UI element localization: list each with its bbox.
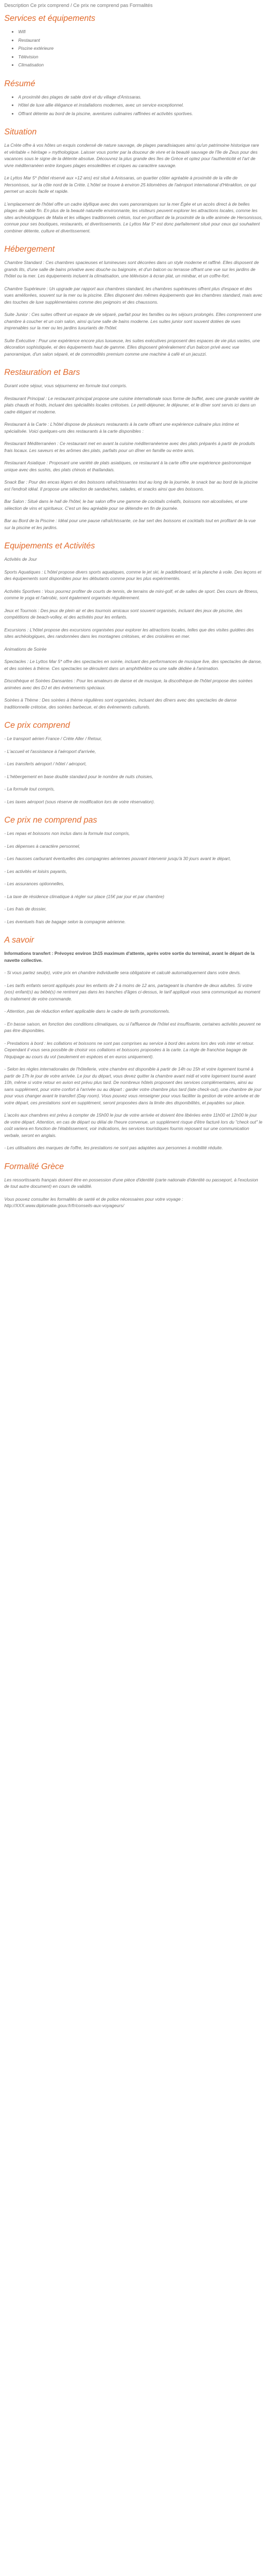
paragraph: Vous pouvez consulter les formalités de santé et de police nécessaires pour votre voyage : http://XXX.www.diplomatie.gouv.fr/fr/conseils-aux-voyageurs/ bbox=[4, 1196, 183, 1208]
paragraph: Les ressortissants français doivent être en possession d'une pièce d'identité (carte nationale d'identité ou passeport, à l'exclusion de tout autre document) en cours de validité. bbox=[4, 1177, 258, 1189]
paragraph: Soirées à Thème : Des soirées à thème régulières sont organisées, incluant des dîners avec des spectacles de danse traditionnelle crétoise, des soirées barbecue, et des événements culturels. bbox=[4, 697, 237, 710]
paragraph: Snack Bar : Pour des encas légers et des boissons rafraîchissantes tout au long de la journée, le snack bar au bord de la piscine est l'endroit idéal. Il propose une sélection de sandwiches, salades, et snacks ainsi que des boissons. bbox=[4, 479, 258, 492]
paragraph: - Les transferts aéroport / hôtel / aéroport, bbox=[4, 761, 87, 766]
paragraph: Restaurant Principal : Le restaurant principal propose une cuisine internationale sous forme de buffet, avec une grande variété de plats chauds et froids, incluant des spécialités locales crétoises. Le petit-déjeuner, le déjeuner, et le dîner sont servis ici dans un cadre élégant et moderne. bbox=[4, 395, 259, 415]
paragraph: Restaurant Asiatique : Proposant une variété de plats asiatiques, ce restaurant à la carte offre une expérience gastronomique unique avec des sushis, des plats chinois et thaïlandais. bbox=[4, 460, 251, 472]
paragraph: - En basse saison, en fonction des conditions climatiques, ou si l'affluence de l'hôtel est insuffisante, certaines activités peuvent ne pas être disponibles. bbox=[4, 1021, 261, 1033]
paragraph: L'emplacement de l'hôtel offre un cadre idyllique avec des vues panoramiques sur la mer Égée et un accès direct à de belles plages de sable fin. En plus de la beauté naturelle environnante, les visiteurs peuvent explorer les attractions locales, comme les sites archéologiques de Malia et les villages traditionnels crétois, tout en profitant de la proximité de la ville animée de Hersonissos, connue pour ses boutiques, restaurants, et divertissements. Le Lyttos Mar 5* est donc parfaitement situé pour ceux qui souhaitent combiner détente, culture et divertissement. bbox=[4, 201, 263, 234]
paragraph: La Crète offre à vos hôtes un exquis condensé de nature sauvage, de plages paradisiaques ainsi qu'un patrimoine historique rare et véritable « héritage » mythologique. Laisser vous porter par la douceur de vivre et la beauté sauvage de l'île de Zeus pour des vacances sous le signe de la détente absolue. Découvrez la plus grande des îles de Grèce et optez pour l'authenticité et l'art de vivre méditerranéen entre longues plages ensoleillées et criques au caractère sauvage. bbox=[4, 142, 259, 168]
paragraph: Bar Salon : Situé dans le hall de l'hôtel, le bar salon offre une gamme de cocktails créatifs, boissons non alcoolisées, et une sélection de vins et spiritueux. C'est un lieu agréable pour se détendre en fin de journée. bbox=[4, 499, 248, 511]
paragraph: Chambre Supérieure : Un upgrade par rapport aux chambres standard, les chambres supérieures offrent plus d'espace et des vues améliorées, souvent sur la mer ou la piscine. Elles disposent des mêmes équipements que les chambres standard, mais avec des touches de luxe supplémentaires comme des peignoirs et des chaussons. bbox=[4, 285, 263, 305]
paragraph: Activités de Jour bbox=[4, 556, 37, 562]
paragraph: - Si vous partez seul(e), votre prix en chambre individuelle sera obligatoire et calculé automatiquement dans votre devis. bbox=[4, 970, 241, 975]
paragraph: Restaurant à la Carte : L'hôtel dispose de plusieurs restaurants à la carte offrant une expérience culinaire plus intime et spécialisée. Voici quelques-uns des restaurants à la carte disponibles : bbox=[4, 421, 239, 434]
paragraph: Durant votre séjour, vous séjournerez en formule tout compris. bbox=[4, 383, 128, 388]
list-item: • Climatisation bbox=[18, 62, 263, 69]
paragraph: - Le transport aérien France / Crète Aller / Retour, bbox=[4, 736, 102, 741]
savoir-title: A savoir bbox=[4, 936, 34, 945]
paragraph: Sports Aquatiques : L'hôtel propose divers sports aquatiques, comme le jet ski, le paddleboard, et la planche à voile. Des leçons et des équipements sont disponibles pour les débutants comme pour les plus expérimentés. bbox=[4, 569, 262, 581]
paragraph: Spectacles : Le Lyttos Mar 5* offre des spectacles en soirée, incluant des performances de musique live, des spectacles de danse, et des soirées à thème. Ces spectacles se déroulent dans un amphithéâtre ou une salle dédiée à l'animation. bbox=[4, 659, 262, 671]
resume-list bbox=[4, 94, 263, 117]
paragraph: - Prestations à bord : les collations et boissons ne sont pas comprises au service à bord des avions lors des vols inter et retour. Cependant il vous sera possible de choisir vos collations et boissons proposées à la carte. La règle de franchise bagage de l'équipage au cours du vol (seulement en espèces et en euros uniquement). bbox=[4, 1040, 255, 1059]
paragraph: - La formule tout compris, bbox=[4, 786, 55, 792]
paragraph: - Les éventuels frais de bagage selon la compagnie aérienne. bbox=[4, 918, 126, 924]
paragraph: - Les frais de dossier, bbox=[4, 906, 47, 912]
paragraph: Bar au Bord de la Piscine : Idéal pour une pause rafraîchissante, ce bar sert des boissons et cocktails tout en profitant de la vue sur la piscine et les jardins. bbox=[4, 518, 256, 530]
paragraph: Jeux et Tournois : Des jeux de plein air et des tournois amicaux sont souvent organisés, incluant des jeux de piscine, des compétitions de beach-volley, et des activités pour les enfants. bbox=[4, 607, 243, 620]
prix-comprend-section bbox=[4, 721, 263, 805]
paragraph: Le Lyttos Mar 5* (hôtel réservé aux +12 ans) est situé à Anissaras, un quartier côtier agréable à proximité de la ville de Hersonissos, sur la côte nord de la Crète. L'hôtel se trouve à environ 25 kilomètres de l'aéroport international d'Héraklion, ce qui permet un accès facile et rapide. bbox=[4, 175, 256, 194]
breadcrumb: Description Ce prix comprend / Ce prix ne comprend pas Formalités bbox=[4, 3, 153, 8]
paragraph: - Les dépenses à caractère personnel, bbox=[4, 843, 80, 849]
paragraph: Restaurant Méditerranéen : Ce restaurant met en avant la cuisine méditerranéenne avec des plats préparés à partir de produits frais locaux. Les saveurs et les arômes des plats, parfaits pour un dîner en famille ou entre amis. bbox=[4, 441, 255, 453]
paragraph: - Les tarifs enfants seront appliqués pour les enfants de 2 à moins de 12 ans, partageant la chambre de deux adultes. Si votre (vos) enfant(s) au bébé(s) ne rentrent pas dans les tranches d'âges ci-dessus, le tarif appliqué vous sera communiqué au moment du traitement de votre commande. bbox=[4, 982, 260, 1001]
paragraph: - Les hausses carburant éventuelles des compagnies aériennes pouvant intervenir jusqu'à 30 jours avant le départ, bbox=[4, 856, 231, 861]
list-item: • A proximité des plages de sable doré et du village d'Anissaras. bbox=[18, 94, 263, 101]
prix-ne-comprend-section bbox=[4, 816, 263, 925]
paragraph: Suite Junior : Ces suites offrent un espace de vie séparé, parfait pour les familles ou les séjours prolongés. Elles comprennent une chambre à coucher et un coin salon, ainsi qu'une salle de bains moderne. Les suites junior sont souvent dotées de vues imprenables sur la mer ou les jardins luxuriants de l'hôtel. bbox=[4, 312, 262, 330]
restauration-title: Restauration et Bars bbox=[4, 368, 80, 377]
services-section bbox=[4, 14, 263, 69]
paragraph: - Attention, pas de réduction enfant applicable dans le cadre de tarifs promotionnels. bbox=[4, 1008, 170, 1014]
formalites-section bbox=[4, 1162, 263, 1209]
restauration-section bbox=[4, 368, 263, 531]
resume-section bbox=[4, 79, 263, 117]
formalites-title: Formalité Grèce bbox=[4, 1162, 64, 1171]
list-item: • Hôtel de luxe allie élégance et installations modernes, avec un service exceptionnel. bbox=[18, 102, 263, 109]
situation-section bbox=[4, 127, 263, 234]
paragraph: - Les assurances optionnelles, bbox=[4, 881, 65, 886]
list-item: • Wifi bbox=[18, 28, 263, 35]
hebergement-title: Hébergement bbox=[4, 245, 55, 254]
loisirs-section bbox=[4, 541, 263, 710]
paragraph: Activités Sportives : Vous pourrez profiter de courts de tennis, de terrains de mini-golf, et de salles de sport. Des cours de fitness, comme le yoga et l'aérobic, sont également organisés régulièrement. bbox=[4, 588, 259, 600]
list-item: • Restaurant bbox=[18, 37, 263, 44]
paragraph: - Les utilisations des marques de l'offre, les prestations ne sont pas adaptées aux personnes à mobilité réduite. bbox=[4, 1145, 223, 1150]
services-list bbox=[4, 28, 263, 69]
page bbox=[0, 0, 268, 1209]
resume-title: Résumé bbox=[4, 79, 35, 88]
list-item: • Télévision bbox=[18, 54, 263, 61]
services-title: Services et équipements bbox=[4, 14, 95, 23]
hebergement-section bbox=[4, 245, 263, 357]
prix-ne-comprend-title: Ce prix ne comprend pas bbox=[4, 816, 98, 825]
paragraph: - Les activités et loisirs payants, bbox=[4, 868, 68, 874]
situation-title: Situation bbox=[4, 127, 37, 137]
paragraph: Suite Exécutive : Pour une expérience encore plus luxueuse, les suites exécutives proposent des espaces de vie plus vastes, une décoration sophistiquée, et des équipements haut de gamme. Elles disposent généralement d'un balcon privé avec vue panoramique, d'un salon séparé, et de commodités premium comme une machine à café et un jacuzzi. bbox=[4, 337, 260, 357]
list-item: • Offrant détente au bord de la piscine, aventures culinaires raffinées et activités sportives. bbox=[18, 110, 263, 117]
paragraph: Chambre Standard : Ces chambres spacieuses et lumineuses sont décorées dans un style moderne et raffiné. Elles disposent de grands lits, d'une salle de bains privative avec douche ou baignoire, et d'un balcon ou terrasse offrant une vue sur les jardins de l'hôtel ou la mer. Les équipements incluent la climatisation, une télévision à écran plat, un minibar, et un coffre-fort. bbox=[4, 260, 259, 278]
paragraph: L'accès aux chambres est prévu à compter de 15h00 le jour de votre arrivée et doivent être libérées entre 11h00 et 12h00 le jour de votre départ. Attention, en cas de départ ou délai de l'heure convenue, un supplément risque d'être facturé lors du "check out" le coût variera en fonction de l'établissement, voir indications, les services touristiques fournis reposant sur une communication verbale, seront en anglais. bbox=[4, 1112, 263, 1138]
loisirs-title: Equipements et Activités bbox=[4, 541, 95, 551]
paragraph: - L'accueil et l'assistance à l'aéroport d'arrivée, bbox=[4, 748, 96, 754]
paragraph: - Les repas et boissons non inclus dans la formule tout compris, bbox=[4, 831, 130, 836]
paragraph: Discothèque et Soirées Dansantes : Pour les amateurs de danse et de musique, la discothèque de l'hôtel propose des soirées animées avec des DJ et des événements spéciaux. bbox=[4, 678, 253, 690]
paragraph: - Les taxes aéroport (sous réserve de modification lors de votre réservation). bbox=[4, 799, 155, 804]
paragraph: - La taxe de résidence climatique à régler sur place (15€ par jour et par chambre) bbox=[4, 893, 165, 899]
savoir-section bbox=[4, 936, 263, 1151]
paragraph: Animations de Soirée bbox=[4, 646, 47, 652]
transfer-info: Informations transfert : Prévoyez environ 1h15 maximum d'attente, après votre sortie du terminal, avant le départ de la navette collective. bbox=[4, 951, 255, 963]
paragraph: - L'hébergement en base double standard pour le nombre de nuits choisies, bbox=[4, 773, 153, 779]
prix-comprend-title: Ce prix comprend bbox=[4, 721, 70, 730]
paragraph: - Selon les règles internationales de l'hôtellerie, votre chambre est disponible à partir de 14h ou 15h et votre logement tourné à partir de 17h le jour de votre arrivée. Le jour du départ, vous devez quitter la chambre avant midi et votre logement tourné avant 10h, même si votre retour en avion est prévu plus tard. De nombreux hôtels proposent des services complémentaires, ainsi au sans supplément, pour votre confort à l'arrivée ou au départ : garder votre chambre plus tard (late check-out), une chambre de jour pour vous changer avant le transfert (Day room). Vous pouvez vous renseigner pour vous faciliter la gestion de votre arrivée et de votre départ, ces prestations sont en supplément, seront proposées dans la limite des disponibilités, et payables sur place. bbox=[4, 1066, 262, 1105]
paragraph: Excursions : L'hôtel propose des excursions organisées pour explorer les attractions locales, telles que des visites guidées des sites archéologiques, des randonnées dans les montagnes crétoises, et des croisières en mer. bbox=[4, 627, 254, 639]
list-item: • Piscine extérieure bbox=[18, 45, 263, 52]
